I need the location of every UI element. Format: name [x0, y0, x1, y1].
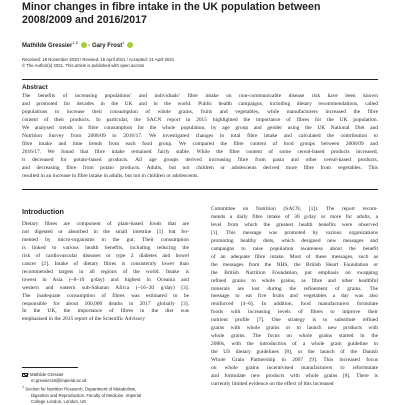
- body-text-line: [1]. This message was promoted by various organizations: [211, 229, 378, 236]
- body-text-line: cancer [2]. Intake of dietary fibres is consistently lower than: [22, 260, 189, 267]
- body-text-line: In the UK, the importance of fibres in the diet was: [22, 308, 189, 315]
- abstract-line: populations to increase their consumption of whole grains, fruits and vegetables, while manufacturers increased the fibre: [22, 108, 378, 115]
- introduction-heading: Introduction: [22, 207, 64, 216]
- body-text-line: Dietary fibres are component of plant-based foods that are: [22, 221, 189, 227]
- received-dates: Received: 18 November 2020 / Revised: 15 April 2021 / Accepted: 21 April 2021: [22, 57, 175, 62]
- abstract-line: and promoted for decades in the UK and in the world. Public health campaigns, including dietary recommendations, called: [22, 100, 378, 107]
- abstract-line: resulted in an increase in fibre intake in adults, but not in children or adolescents.: [22, 172, 199, 179]
- body-text-line: responsible for about 100,000 deaths in 2017 globally [3].: [22, 300, 189, 307]
- title-line: 2008/2009 and 2016/2017: [22, 13, 147, 26]
- body-text-line: of an adequate fibre intake. Most of these messages, such as: [211, 253, 378, 260]
- body-text-line: grains with whole grains or to launch new products with: [211, 325, 378, 332]
- body-text-line: the British Nutrition Foundation, put emphasis on swapping: [211, 269, 378, 276]
- body-text-line: Committee on Nutrition (SACN, [1]). The report recom-: [211, 206, 378, 212]
- introduction-right-column: [211, 206, 378, 389]
- body-text-line: whole grains. The focus on whole grains started in the: [211, 333, 378, 340]
- body-text-line: lowest in Asia (~8–10 g/day) and highest in Oceania and: [22, 276, 189, 283]
- author-separator: ·: [88, 43, 91, 49]
- abstract-line: We analysed trends in fibre consumption for the whole population, by age group and gender using the UK National Diet and: [22, 124, 378, 131]
- body-text-line: message to eat five fruits and vegetables a day was also: [211, 293, 378, 300]
- abstract-heading: Abstract: [22, 84, 48, 91]
- affiliation-marker: 1: [22, 385, 24, 390]
- body-text-line: the messages from the NHS, the British Heart Foundation or: [211, 261, 378, 268]
- body-text-line: the US dietary guidelines [8], or the launch of the Danish: [211, 349, 378, 356]
- abstract-line: fibre intake and time trends from each food group. We compared the fibre content of food groups between 2008/09 and: [22, 140, 378, 147]
- author-list: [22, 40, 133, 49]
- affiliation-text: Section for Nutrition Research, Department of Metabolism,: [25, 386, 137, 392]
- body-text-line: level from which the greatest health benefits were observed: [211, 221, 378, 228]
- corresponding-author-name: Mathilde Gressier: [30, 372, 64, 377]
- affiliation-text: College London, London, UK: [31, 399, 87, 405]
- orcid-icon[interactable]: [127, 42, 133, 48]
- abstract-bottom-rule: [22, 189, 378, 190]
- body-text-line: The inadequate consumption of fibres was estimated to be: [22, 292, 189, 299]
- body-text-line: minerals are lost during the refinement of grains. The: [211, 285, 378, 292]
- body-text-line: currently limited evidence on the effect of this increased: [211, 380, 334, 387]
- article-title: [22, 1, 372, 26]
- abstract-line: it decreased for potato-based products. All age groups derived increasing fibre from pasta and other cereal-based products,: [22, 156, 378, 163]
- copyright-notice: © The Author(s) 2021. This article is published with open access: [22, 63, 145, 68]
- body-text-line: western and eastern sub-Saharan Africa (~16–20 g/day) [3].: [22, 284, 189, 291]
- body-text-line: and formulate new products with whole grains [8]. There is: [211, 373, 378, 380]
- body-text-line: refined grains to whole grains, as fibre and other healthful: [211, 277, 378, 284]
- author-name[interactable]: Gary Frost: [91, 43, 123, 49]
- abstract-top-rule: [22, 79, 378, 80]
- body-text-line: not digested or absorbed in the small intestine [1] but fer-: [22, 228, 189, 235]
- author-affiliation-marker: 1: [122, 40, 125, 45]
- corresponding-author-email[interactable]: m.gressier18@imperial.ac.uk: [31, 378, 87, 384]
- body-text-line: emphasised in the 2015 report of the Scientific Advisory: [22, 316, 145, 323]
- body-text-line: mends a daily fibre intake of 30 g/day or more for adults, a: [211, 213, 378, 220]
- author-affiliation-marker: 1,2: [72, 40, 78, 45]
- author-name[interactable]: Mathilde Gressier: [22, 43, 73, 49]
- body-text-line: campaigns to raise population awareness about the benefit: [211, 245, 378, 252]
- abstract-line: content of their products. In particular, the SACN report in 2015 highlighted the importance of fibres for the UK population.: [22, 116, 378, 123]
- affiliation-text: Digestion and Reproduction, Faculty of Medicine, Imperial: [31, 393, 142, 399]
- body-text-line: risk of cardiovascular diseases or type 2 diabetes and bowel: [22, 252, 189, 259]
- body-text-line: is linked to various health benefits, including reducing the: [22, 244, 189, 251]
- corresponding-author-footnote: [22, 372, 190, 405]
- body-text-line: recommended targets in all regions of the world. Intake is: [22, 268, 189, 275]
- introduction-left-column: [22, 221, 189, 324]
- abstract-line: Nutrition Survey from 2008/09 to 2016/17. We investigated changes in total fibre intake and calculated the contribution to: [22, 132, 378, 139]
- envelope-icon: [22, 373, 28, 377]
- body-text-line: foods with increasing levels of fibres to improve their: [211, 309, 378, 316]
- body-text-line: on whole grains incentivised manufacturers to reformulate: [211, 365, 378, 372]
- footnote-rule: [22, 367, 78, 368]
- body-text-line: mented by micro-organisms in the gut. Their consumption: [22, 236, 189, 243]
- affiliation-line: [22, 384, 190, 393]
- body-text-line: reinforced [4–6]. In addition, food manufacturers formulate: [211, 301, 378, 308]
- abstract-body: [22, 93, 378, 180]
- publication-history: [22, 57, 174, 69]
- abstract-line: 2016/17. We found that fibre intake remained fairly stable. While the fibre content of some cereal-based products increased,: [22, 148, 378, 155]
- title-line: Minor changes in fibre intake in the UK population between: [22, 1, 321, 13]
- body-text-line: promoting healthy diets, which designed new messages and: [211, 237, 378, 244]
- body-text-line: Whole Grain Partnership in 2007 [9]. This increased focus: [211, 357, 378, 364]
- orcid-icon[interactable]: [81, 42, 87, 48]
- abstract-line: The benefits of increasing populations’ and individuals’ fibre intake on non-communicable disease risk have been known: [22, 93, 378, 99]
- body-text-line: nutrient profile [7]. One strategy is to substitute refined: [211, 317, 378, 324]
- abstract-line: and decreasing fibre from potato products. Adults, but not children or adolescents derived more fibre from vegetables. This: [22, 164, 378, 171]
- body-text-line: 2000s, with the introduction of a whole grain guideline in: [211, 341, 378, 348]
